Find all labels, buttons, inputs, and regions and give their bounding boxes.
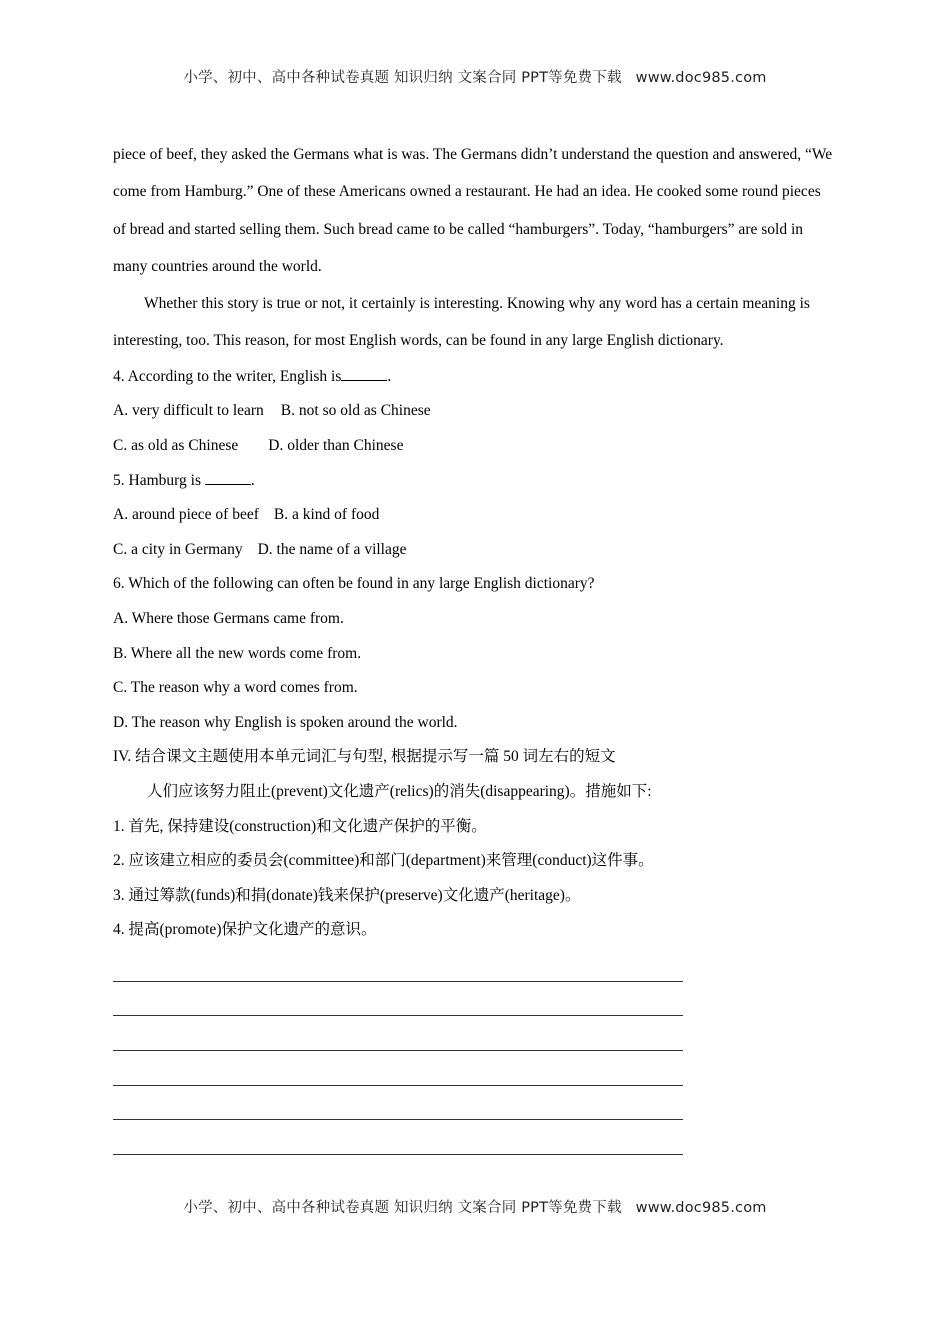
passage-paragraph-2: Whether this story is true or not, it certainly is interesting. Knowing why any word has a certain meaning is interesting, too. This reason, for most English words, can be found in any large English dictionary.: [113, 295, 810, 350]
answer-writing-lines: [113, 960, 833, 1155]
writing-task-prompt: 人们应该努力阻止(prevent)文化遗产(relics)的消失(disappearing)。措施如下:: [147, 782, 652, 800]
page-footer: [0, 1196, 950, 1217]
question-4-stem: 4. According to the writer, English is .: [113, 367, 392, 385]
option-d: D. older than Chinese: [268, 436, 404, 454]
option-d: D. The reason why English is spoken around the world.: [113, 713, 458, 731]
writing-task-point-3: 3. 通过筹款(funds)和捐(donate)钱来保护(preserve)文化遗产(heritage)。: [113, 886, 581, 904]
writing-line[interactable]: [113, 1086, 683, 1121]
question-4-options-cd: [113, 429, 833, 464]
header-site: www.doc985.com: [635, 70, 767, 86]
question-6: [113, 567, 833, 740]
header-text: 小学、初中、高中各种试卷真题 知识归纳 文案合同 PPT等免费下载: [183, 70, 622, 86]
writing-line[interactable]: [113, 960, 683, 982]
question-5-stem: 5. Hamburg is .: [113, 471, 255, 489]
question-4-options-ab: [113, 394, 833, 429]
option-b: B. a kind of food: [273, 506, 380, 524]
writing-task: [113, 740, 833, 948]
writing-task-point-2: 2. 应该建立相应的委员会(committee)和部门(department)来管理(conduct)这件事。: [113, 852, 654, 870]
option-c: C. as old as Chinese: [113, 436, 239, 454]
writing-task-heading: IV. 结合课文主题使用本单元词汇与句型, 根据提示写一篇 50 词左右的短文: [113, 748, 616, 766]
answer-blank: [341, 366, 387, 381]
writing-line[interactable]: [113, 1051, 683, 1086]
question-5-options-cd: [113, 533, 833, 568]
writing-line[interactable]: [113, 1016, 683, 1051]
question-6-stem: 6. Which of the following can often be found in any large English dictionary?: [113, 575, 595, 593]
answer-blank: [205, 470, 251, 485]
writing-task-point-4: 4. 提高(promote)保护文化遗产的意识。: [113, 921, 377, 939]
option-d: D. the name of a village: [257, 540, 407, 558]
option-c: C. a city in Germany: [113, 540, 243, 558]
option-a: A. around piece of beef: [113, 506, 259, 524]
option-b: B. not so old as Chinese: [280, 402, 431, 420]
question-5-options-ab: [113, 498, 833, 533]
question-5: [113, 464, 833, 568]
writing-task-point-1: 1. 首先, 保持建设(construction)和文化遗产保护的平衡。: [113, 817, 487, 835]
option-a: A. very difficult to learn: [113, 402, 264, 420]
footer-text: 小学、初中、高中各种试卷真题 知识归纳 文案合同 PPT等免费下载: [183, 1200, 622, 1216]
footer-site: www.doc985.com: [635, 1200, 767, 1216]
question-4: [113, 360, 833, 464]
writing-line[interactable]: [113, 1120, 683, 1155]
option-c: C. The reason why a word comes from.: [113, 679, 358, 697]
document-body: [113, 136, 833, 1155]
passage-paragraph-1: piece of beef, they asked the Germans what is was. The Germans didn’t understand the question and answered, “We come from Hamburg.” One of these Americans owned a restaurant. He had an idea. He cooked some round pieces of bread and started selling them. Such bread came to be called “hamburgers”. Today, “hamburgers” are sold in many countries around the world.: [113, 146, 833, 275]
writing-line[interactable]: [113, 982, 683, 1017]
option-b: B. Where all the new words come from.: [113, 644, 362, 662]
page-header: [0, 66, 950, 87]
option-a: A. Where those Germans came from.: [113, 609, 344, 627]
